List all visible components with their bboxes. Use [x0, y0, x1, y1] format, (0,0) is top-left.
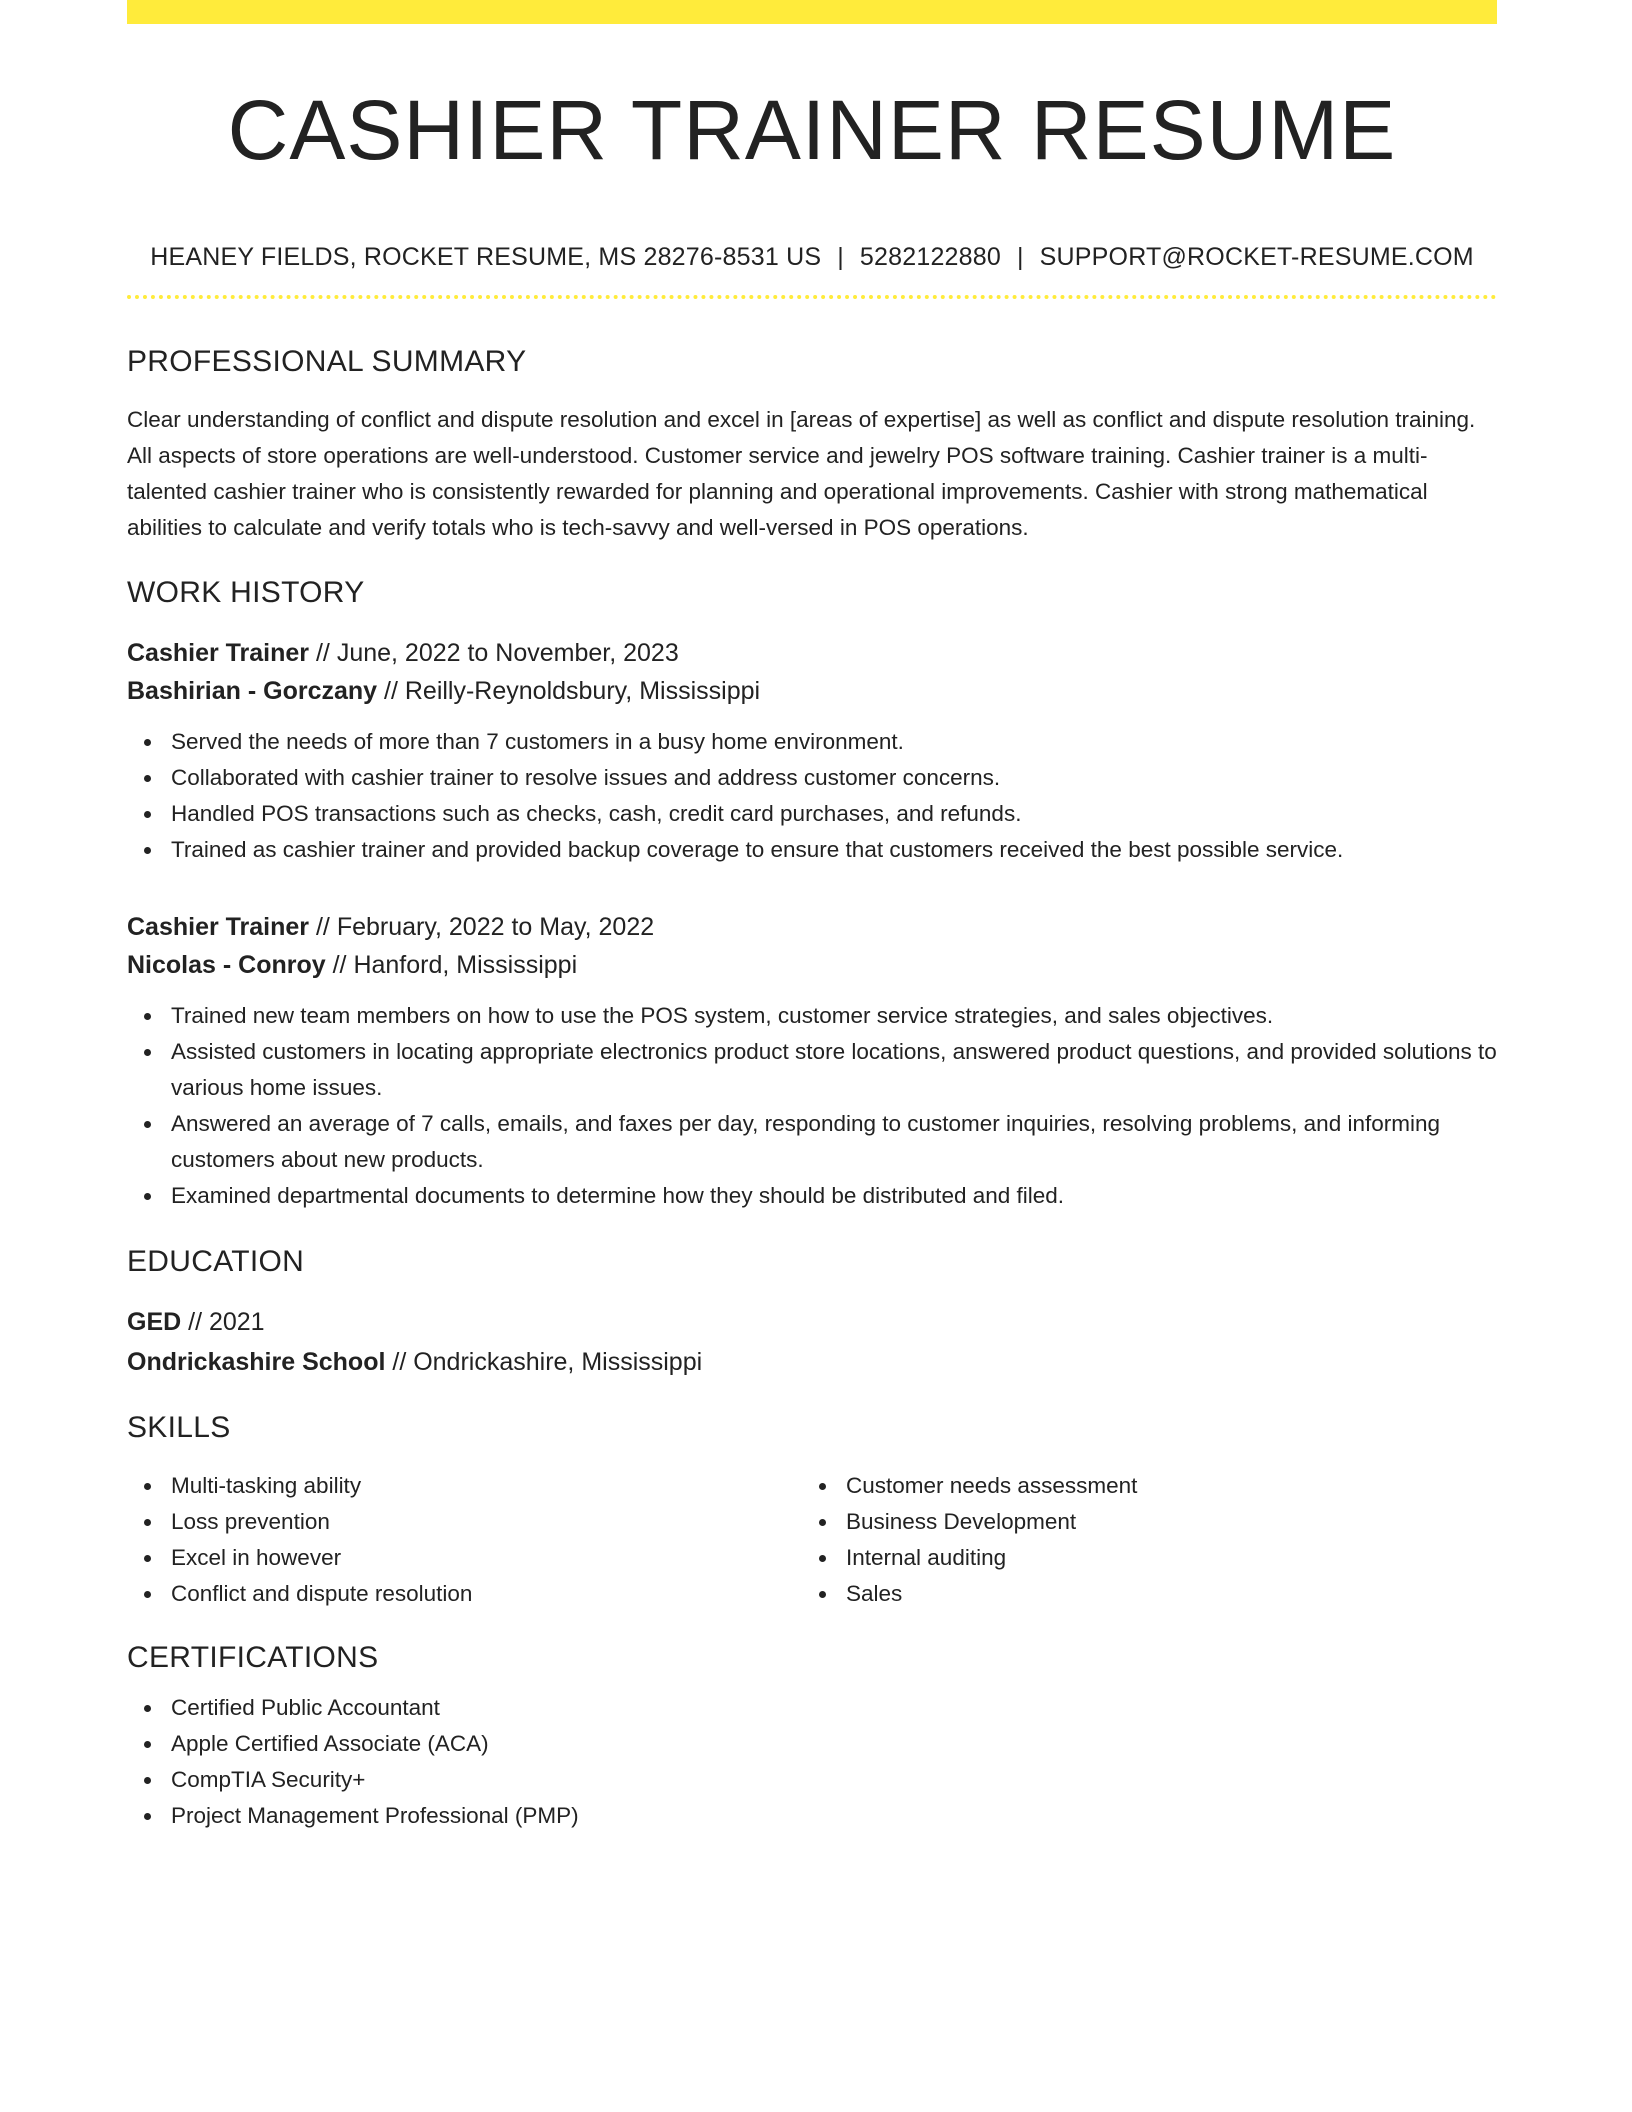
list-item: Apple Certified Associate (ACA): [171, 1726, 1497, 1762]
job-dates: // February, 2022 to May, 2022: [309, 913, 655, 941]
education-entry: [127, 1302, 1497, 1382]
list-item: Internal auditing: [846, 1540, 1477, 1576]
list-item: Assisted customers in locating appropriate electronics product store locations, answered product questions, and provided solutions to various home issues.: [171, 1034, 1497, 1106]
summary-text: Clear understanding of conflict and dispute resolution and excel in [areas of expertise] as well as conflict and dispute resolution training. All aspects of store operations are well-understood. Customer service and jewelry POS software training. Cashier trainer is a multi-talented cashier trainer who is consistently rewarded for planning and operational improvements. Cashier with strong mathematical abilities to calculate and verify totals who is tech-savvy and well-versed in POS operations.: [127, 407, 1476, 540]
job-title: Cashier Trainer: [127, 913, 310, 941]
list-item: Examined departmental documents to determine how they should be distributed and filed.: [171, 1178, 1497, 1214]
list-item: Trained new team members on how to use the POS system, customer service strategies, and sales objectives.: [171, 998, 1497, 1034]
contact-email: SUPPORT@ROCKET-RESUME.COM: [1039, 243, 1474, 271]
list-item: Handled POS transactions such as checks, cash, credit card purchases, and refunds.: [171, 796, 1497, 832]
list-item: CompTIA Security+: [171, 1762, 1497, 1798]
job-dates: // June, 2022 to November, 2023: [309, 639, 679, 667]
accent-top-bar: [127, 0, 1497, 24]
list-item: Project Management Professional (PMP): [171, 1798, 1497, 1834]
education-degree: GED: [127, 1308, 182, 1336]
job-company: Bashirian - Gorczany: [127, 677, 378, 705]
job-title: Cashier Trainer: [127, 639, 310, 667]
contact-address: HEANEY FIELDS, ROCKET RESUME, MS 28276-8531 US: [150, 243, 822, 271]
resume-title: CASHIER TRAINER RESUME: [227, 83, 1397, 177]
job-title-line: [127, 908, 1497, 946]
list-item: Loss prevention: [171, 1504, 802, 1540]
list-item: Multi-tasking ability: [171, 1468, 802, 1504]
list-item: Excel in however: [171, 1540, 802, 1576]
education-location: // Ondrickashire, Mississippi: [385, 1348, 703, 1376]
contact-separator: |: [837, 243, 844, 271]
education-degree-line: [127, 1302, 1497, 1342]
education-school: Ondrickashire School: [127, 1348, 386, 1376]
education-year: // 2021: [181, 1308, 265, 1336]
job-entry: [127, 908, 1497, 1214]
job-bullets: [127, 998, 1497, 1214]
list-item: Answered an average of 7 calls, emails, and faxes per day, responding to customer inquiries, resolving problems, and informing customers about new products.: [171, 1106, 1497, 1178]
contact-line: [127, 242, 1497, 272]
list-item: Certified Public Accountant: [171, 1690, 1497, 1726]
skills-grid: [127, 1468, 1497, 1612]
summary-heading: PROFESSIONAL SUMMARY: [127, 345, 527, 378]
dotted-divider: [127, 295, 1497, 299]
education-school-line: [127, 1342, 1497, 1382]
job-entry: [127, 634, 1497, 868]
job-company-line: [127, 672, 1497, 710]
contact-separator: |: [1016, 243, 1024, 271]
work-history-heading: WORK HISTORY: [127, 576, 365, 609]
list-item: Served the needs of more than 7 customers in a busy home environment.: [171, 724, 1497, 760]
resume-page: [127, 0, 1497, 1834]
list-item: Customer needs assessment: [846, 1468, 1477, 1504]
contact-phone: 5282122880: [859, 243, 1001, 271]
education-heading: EDUCATION: [127, 1245, 305, 1278]
job-location: // Reilly-Reynoldsbury, Mississippi: [377, 677, 761, 705]
skills-heading: SKILLS: [127, 1411, 231, 1444]
skills-left-column: [127, 1468, 802, 1612]
job-location: // Hanford, Mississippi: [325, 951, 578, 979]
job-bullets: [127, 724, 1497, 868]
job-company-line: [127, 946, 1497, 984]
list-item: Business Development: [846, 1504, 1477, 1540]
list-item: Trained as cashier trainer and provided backup coverage to ensure that customers received the best possible service.: [171, 832, 1497, 868]
job-title-line: [127, 634, 1497, 672]
list-item: Collaborated with cashier trainer to resolve issues and address customer concerns.: [171, 760, 1497, 796]
list-item: Conflict and dispute resolution: [171, 1576, 802, 1612]
job-company: Nicolas - Conroy: [127, 951, 326, 979]
certifications-heading: CERTIFICATIONS: [127, 1641, 379, 1674]
list-item: Sales: [846, 1576, 1477, 1612]
skills-right-column: [802, 1468, 1477, 1612]
certifications-list: [127, 1690, 1497, 1834]
